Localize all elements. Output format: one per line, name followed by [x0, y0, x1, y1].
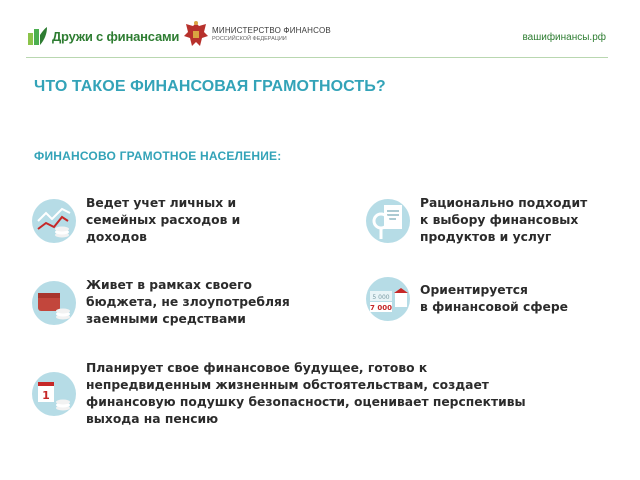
- list-item: [366, 277, 568, 321]
- item-text: Ведет учет личных и семейных расходов и доходов: [86, 196, 241, 244]
- page-title: ЧТО ТАКОЕ ФИНАНСОВАЯ ГРАМОТНОСТЬ?: [34, 78, 386, 95]
- brand-name: Дружи с финансами: [52, 28, 180, 44]
- list-item: [32, 195, 240, 246]
- header: [0, 0, 640, 58]
- calendar-digit: 1: [42, 389, 50, 402]
- ministry-line2: РОССИЙСКОЙ ФЕДЕРАЦИИ: [212, 36, 287, 42]
- wallet-coins-icon: [32, 281, 76, 325]
- magnifier-document-icon: [366, 199, 410, 243]
- item-text: Живет в рамках своего бюджета, не злоупотребляя заемными средствами: [86, 278, 290, 326]
- chart-coins-icon: [32, 199, 76, 243]
- bank-note-label: 5 000: [372, 294, 390, 301]
- item-text: Планирует свое финансовое будущее, готово к непредвиденным жизненным обстоятельствам, создает финансовую подушку безопасности, оценивает перспективы выхода на пенсию: [86, 361, 526, 426]
- brand-logo[interactable]: [26, 24, 179, 48]
- coat-of-arms-icon: [182, 20, 210, 50]
- ministry-label: [212, 27, 331, 43]
- leaf-logo-icon: [26, 25, 48, 47]
- site-link[interactable]: вашифинансы.рф: [522, 32, 606, 43]
- calendar-coins-icon: [32, 372, 76, 416]
- bank-note-label: 7 000: [370, 304, 392, 312]
- item-text: Рационально подходит к выбору финансовых продуктов и услуг: [420, 196, 588, 244]
- section-subtitle: ФИНАНСОВО ГРАМОТНОЕ НАСЕЛЕНИЕ:: [34, 149, 282, 163]
- header-divider: [26, 57, 608, 58]
- list-item: [32, 277, 290, 328]
- item-text: Ориентируется в финансовой сфере: [420, 283, 569, 314]
- ministry-line1: МИНИСТЕРСТВО ФИНАНСОВ: [212, 26, 331, 35]
- list-item: [366, 195, 587, 246]
- bank-money-icon: [366, 277, 410, 321]
- list-item: [32, 360, 526, 428]
